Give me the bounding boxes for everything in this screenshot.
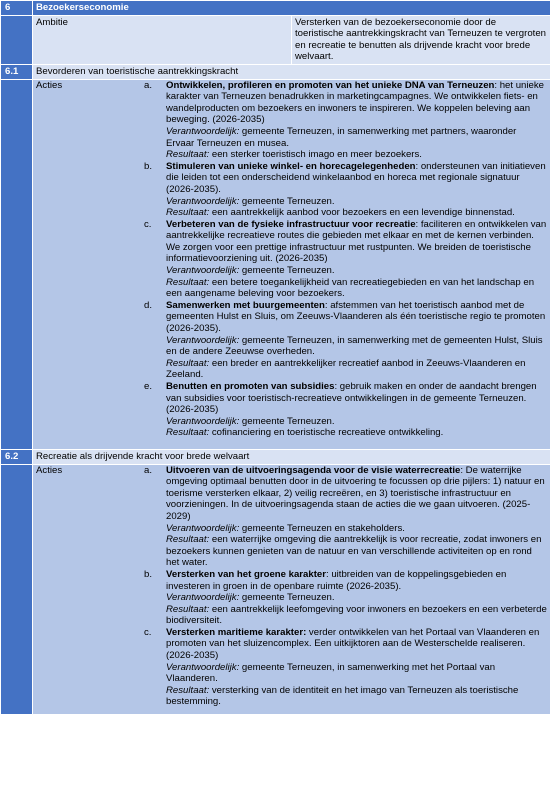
result-text: een betere toegankelijkheid van recreatiegebieden en van het landschap en een aangename beleving voor bezoekers. bbox=[166, 276, 535, 300]
action-title: Versterken van het groene karakter bbox=[166, 568, 326, 580]
action-letter: b. bbox=[144, 568, 153, 580]
actions-number-cell bbox=[1, 79, 33, 449]
responsible-label: Verantwoordelijk: bbox=[166, 522, 240, 534]
action-letter: a. bbox=[144, 464, 153, 476]
action-title: Versterken maritieme karakter: bbox=[166, 626, 307, 638]
responsible-label: Verantwoordelijk: bbox=[166, 661, 240, 673]
result-text: versterking van de identiteit en het imago van Terneuzen als toeristische bestemming. bbox=[166, 684, 519, 708]
responsible-text: gemeente Terneuzen, in samenwerking met het Portaal van Vlaanderen. bbox=[166, 661, 496, 685]
actions-list bbox=[36, 80, 547, 439]
responsible-label: Verantwoordelijk: bbox=[166, 265, 240, 277]
result-label: Resultaat: bbox=[166, 603, 210, 615]
responsible-label: Verantwoordelijk: bbox=[166, 195, 240, 207]
subsection-title: Bevorderen van toeristische aantrekkingskracht bbox=[33, 64, 551, 79]
result-text: een sterker toeristisch imago en meer bezoekers. bbox=[209, 149, 422, 161]
actions-row bbox=[1, 464, 551, 714]
ambitie-number-cell bbox=[1, 15, 33, 64]
action-title: Benutten en promoten van subsidies bbox=[166, 381, 335, 392]
action-description: : De waterrijke omgeving optimaal benutten door in de uitvoering te focussen op drie pijlers: 1) natuur en toerisme versterken elkaar, 2) veilig recreëren, en 3) toeristische infrastructuur en voorzieningen. In de uitvoeringsagenda staan de acties die we gaan uitvoeren. (2025-2029) bbox=[166, 464, 545, 522]
action-item bbox=[140, 219, 547, 300]
action-letter: d. bbox=[144, 299, 153, 311]
subsection-header-row bbox=[1, 64, 551, 79]
action-title: Samenwerken met buurgemeenten bbox=[166, 299, 325, 311]
subsection-title: Recreatie als drijvende kracht voor brede welvaart bbox=[33, 449, 551, 464]
action-description: : gebruik maken en onder de aandacht brengen van subsidies voor toeristisch-recreatieve ontwikkelingen in de gemeente Terneuzen. (2026-2035) bbox=[166, 381, 537, 416]
actions-label: Acties bbox=[36, 79, 63, 91]
result-label: Resultaat: bbox=[166, 357, 210, 369]
action-letter: c. bbox=[144, 626, 152, 638]
result-label: Resultaat: bbox=[166, 276, 210, 288]
responsible-label: Verantwoordelijk: bbox=[166, 334, 240, 346]
result-label: Resultaat: bbox=[166, 207, 210, 219]
action-item bbox=[140, 465, 547, 569]
responsible-text: gemeente Terneuzen en stakeholders. bbox=[239, 522, 405, 534]
ambitie-row bbox=[1, 15, 551, 64]
action-description: : uitbreiden van de koppelingsgebieden en investeren in groen in de openbare ruimte (2026-2035). bbox=[166, 568, 507, 592]
action-item bbox=[140, 161, 547, 219]
responsible-label: Verantwoordelijk: bbox=[166, 125, 240, 137]
result-text: een aantrekkelijk aanbod voor bezoekers en een levendige binnenstad. bbox=[209, 207, 515, 219]
action-title: Ontwikkelen, profileren en promoten van het unieke DNA van Terneuzen bbox=[166, 79, 495, 91]
action-item bbox=[140, 627, 547, 708]
section-number: 6 bbox=[1, 1, 33, 16]
action-title: Verbeteren van de fysieke infrastructuur voor recreatie bbox=[166, 218, 416, 230]
actions-number-cell bbox=[1, 464, 33, 714]
action-description: verder ontwikkelen van het Portaal van Vlaanderen en promoten van het sluizencomplex. Een uitkijktoren aan de Westerschelde realiseren. (2026-2035) bbox=[166, 626, 540, 662]
action-item bbox=[140, 569, 547, 627]
action-title: Uitvoeren van de uitvoeringsagenda voor de visie waterrecreatie bbox=[166, 464, 461, 476]
result-text: een waterrijke omgeving die aantrekkelijk is voor recreatie, zodat inwoners en bezoekers kunnen genieten van de natuur en van verschillende activiteiten op en rond het water. bbox=[166, 534, 542, 569]
action-description: : het unieke karakter van Terneuzen benadrukken in marketingcampagnes. We ontwikkelen fiets- en wandelproducten om bezoekers en inwoners te inspireren. We koppelen beleving aan beweging. (2026-2035) bbox=[166, 79, 544, 126]
result-label: Resultaat: bbox=[166, 534, 210, 546]
result-text: cofinanciering en toeristische recreatieve ontwikkeling. bbox=[209, 427, 444, 439]
action-description: : ondersteunen van initiatieven die leiden tot een onderscheidend winkelaanbod en horeca met regionale signatuur (2026-2035). bbox=[166, 160, 546, 195]
action-letter: a. bbox=[144, 79, 153, 91]
action-description: : faciliteren en ontwikkelen van aantrekkelijke recreatieve routes die gebieden met elkaar en met de kernen verbinden. We zorgen voor een prettige infrastructuur met rustpunten. We breiden de toeristische informatievoorziening uit. (2026-2035) bbox=[166, 218, 547, 265]
action-letter: b. bbox=[144, 160, 153, 172]
action-item bbox=[140, 381, 547, 439]
result-label: Resultaat: bbox=[166, 684, 210, 696]
section-header-row bbox=[1, 1, 551, 16]
actions-list bbox=[36, 465, 547, 708]
responsible-text: gemeente Terneuzen. bbox=[239, 415, 335, 427]
action-letter: c. bbox=[144, 218, 152, 230]
responsible-text: gemeente Terneuzen. bbox=[239, 592, 335, 604]
subsection-header-row bbox=[1, 449, 551, 464]
action-item bbox=[140, 300, 547, 381]
responsible-text: gemeente Terneuzen. bbox=[239, 195, 335, 207]
section-title: Bezoekerseconomie bbox=[33, 1, 551, 16]
responsible-text: gemeente Terneuzen. bbox=[239, 265, 335, 277]
result-text: een breder en aantrekkelijker recreatief aanbod in Zeeuws-Vlaanderen en Zeeland. bbox=[166, 357, 526, 381]
responsible-text: gemeente Terneuzen, in samenwerking met de gemeenten Hulst, Sluis en de andere Zeeuwse overheden. bbox=[166, 334, 543, 358]
subsection-number: 6.2 bbox=[1, 449, 33, 464]
action-description: : afstemmen van het toeristisch aanbod met de gemeenten Hulst en Sluis, om Zeeuws-Vlaanderen als één toeristische regio te promoten (2026-2035). bbox=[166, 299, 546, 335]
result-text: een aantrekkelijk leefomgeving voor inwoners en bezoekers en een verbeterde biodiversiteit. bbox=[166, 603, 547, 627]
responsible-text: gemeente Terneuzen, in samenwerking met partners, waaronder Ervaar Terneuzen en musea. bbox=[166, 125, 517, 149]
result-label: Resultaat: bbox=[166, 427, 210, 439]
action-item bbox=[140, 80, 547, 161]
ambitie-text: Versterken van de bezoekerseconomie door de toeristische aantrekkingskracht van Terneuzen te vergroten en recreatie te benutten als drijvende kracht voor brede welvaart. bbox=[292, 15, 551, 64]
responsible-label: Verantwoordelijk: bbox=[166, 415, 240, 427]
actions-row bbox=[1, 79, 551, 449]
action-title: Stimuleren van unieke winkel- en horecagelegenheden bbox=[166, 160, 416, 172]
action-letter: e. bbox=[144, 381, 153, 392]
subsection-number: 6.1 bbox=[1, 64, 33, 79]
actions-label: Acties bbox=[36, 464, 63, 476]
ambitie-label: Ambitie bbox=[33, 15, 292, 64]
result-label: Resultaat: bbox=[166, 149, 210, 161]
responsible-label: Verantwoordelijk: bbox=[166, 592, 240, 604]
